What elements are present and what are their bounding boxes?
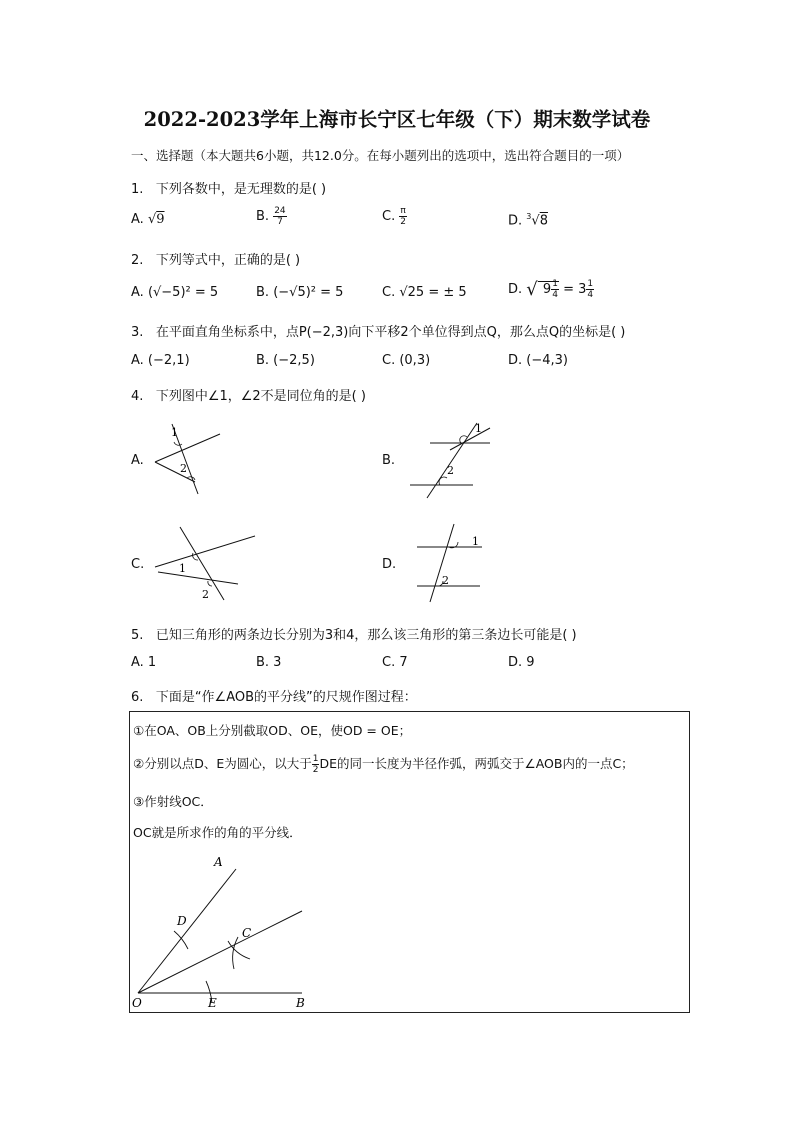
angle-2-label: 2 <box>442 574 449 587</box>
fraction-numerator: 1 <box>587 279 594 289</box>
q4-figure-b <box>405 418 500 503</box>
option-label: D. <box>508 282 523 297</box>
question-6 <box>131 686 417 705</box>
option-value: √25 = ± 5 <box>399 285 467 300</box>
radicand: 8 <box>539 213 548 229</box>
angle-1-label: 1 <box>179 562 186 575</box>
equals-value: = 3 <box>563 282 587 297</box>
step2-text-start: ②分别以点D、E为圆心，以大于 <box>133 756 312 771</box>
q4-option-c: C. <box>131 557 145 572</box>
q2-option-b <box>256 285 343 300</box>
construction-step-1: ①在OA、OB上分别截取OD、OE，使OD = OE； <box>133 723 412 738</box>
q1-option-d: D. $^3$√8 <box>508 212 548 229</box>
angle-2-label: 2 <box>202 588 209 601</box>
question-text: 下面是“作∠AOB的平分线”的尺规作图过程： <box>155 690 417 705</box>
angle-bisector-figure <box>130 847 330 1012</box>
option-value: (−√5)² = 5 <box>273 285 344 300</box>
q3-option-d: D. (−4,3) <box>508 353 568 368</box>
question-number: 1. <box>131 182 144 197</box>
q5-option-b: B. 3 <box>256 655 282 670</box>
q3-option-b: B. (−2,5) <box>256 353 315 368</box>
question-text: 下列等式中，正确的是( ) <box>155 253 301 268</box>
question-1 <box>131 178 326 197</box>
option-label: B. <box>256 285 270 300</box>
question-4 <box>131 385 366 404</box>
point-label-B: B <box>296 996 305 1010</box>
angle-2-label: 2 <box>180 462 187 475</box>
radicand: 9 <box>156 212 165 227</box>
q3-option-a: A. (−2,1) <box>131 353 190 368</box>
q4-figure-d <box>412 520 497 605</box>
root-index: 3 <box>526 212 532 221</box>
question-2 <box>131 249 300 268</box>
question-number: 3. <box>131 325 144 340</box>
option-label: C. <box>382 285 396 300</box>
fraction-denominator: 2 <box>400 217 406 227</box>
fraction-numerator: π <box>400 206 406 216</box>
q2-option-c <box>382 285 467 300</box>
fraction-numerator: 1 <box>312 754 319 764</box>
option-value: (√−5)² = 5 <box>147 285 219 300</box>
step2-text-end: DE的同一长度为半径作弧，两弧交于∠AOB内的一点C； <box>319 756 634 771</box>
fraction-denominator: 2 <box>312 765 319 775</box>
q1-option-c <box>382 206 407 227</box>
q5-option-d: D. 9 <box>508 655 535 670</box>
fraction-numerator: 24 <box>274 206 286 216</box>
point-label-A: A <box>214 855 223 869</box>
point-label-C: C <box>242 926 252 940</box>
q1-option-b <box>256 206 287 227</box>
question-text: 在平面直角坐标系中，点P(−2,3)向下平移2个单位得到点Q，那么点Q的坐标是( ) <box>155 325 626 340</box>
q4-figure-c <box>150 522 260 604</box>
angle-1-label: 1 <box>472 535 479 548</box>
fraction-denominator: 4 <box>552 290 558 300</box>
fraction-numerator: 1 <box>552 279 558 289</box>
question-text: 已知三角形的两条边长分别为3和4，那么该三角形的第三条边长可能是( ) <box>155 628 577 643</box>
construction-conclusion: OC就是所求作的角的平分线． <box>133 825 302 840</box>
q4-option-d: D. <box>382 557 397 572</box>
option-label: C. <box>382 209 396 224</box>
q4-figure-a <box>150 420 230 500</box>
question-number: 2. <box>131 253 144 268</box>
question-number: 5. <box>131 628 144 643</box>
option-label: A. <box>131 285 144 300</box>
angle-2-label: 2 <box>447 464 454 477</box>
q2-option-a <box>131 285 218 300</box>
q3-option-c: C. (0,3) <box>382 353 431 368</box>
section-heading: 一、选择题（本大题共6小题，共12.0分。在每小题列出的选项中，选出符合题目的一项） <box>131 148 630 163</box>
q1-option-a: A. √9 <box>131 212 165 227</box>
angle-1-label: 1 <box>475 422 482 435</box>
mixed-number-whole: 9 <box>542 282 552 297</box>
q5-option-a: A. 1 <box>131 655 157 670</box>
question-5 <box>131 624 577 643</box>
fraction-denominator: 4 <box>587 290 594 300</box>
fraction-denominator: 7 <box>277 217 283 227</box>
q4-option-b: B. <box>382 453 396 468</box>
point-label-E: E <box>208 996 217 1010</box>
q2-option-d: D. √ 9 $\frac{1}{4}$ = 3 $\frac{1}{4}$ <box>508 279 594 300</box>
construction-step-2 <box>133 754 634 775</box>
option-label: D. <box>508 213 523 229</box>
option-label: A. <box>131 212 144 227</box>
question-text: 下列各数中，是无理数的是( ) <box>155 182 327 197</box>
q5-option-c: C. 7 <box>382 655 408 670</box>
q4-option-a: A. <box>131 453 144 468</box>
construction-step-3: ③作射线OC． <box>133 794 213 809</box>
angle-1-label: 1 <box>171 426 178 439</box>
construction-box <box>129 711 690 1013</box>
point-label-D: D <box>177 914 187 928</box>
question-number: 6. <box>131 690 144 705</box>
option-label: B. <box>256 209 270 224</box>
question-text: 下列图中∠1，∠2不是同位角的是( ) <box>155 389 366 404</box>
point-label-O: O <box>132 996 142 1010</box>
question-number: 4. <box>131 389 144 404</box>
page-title: 2022-2023学年上海市长宁区七年级（下）期末数学试卷 <box>143 108 651 131</box>
question-3 <box>131 321 625 340</box>
